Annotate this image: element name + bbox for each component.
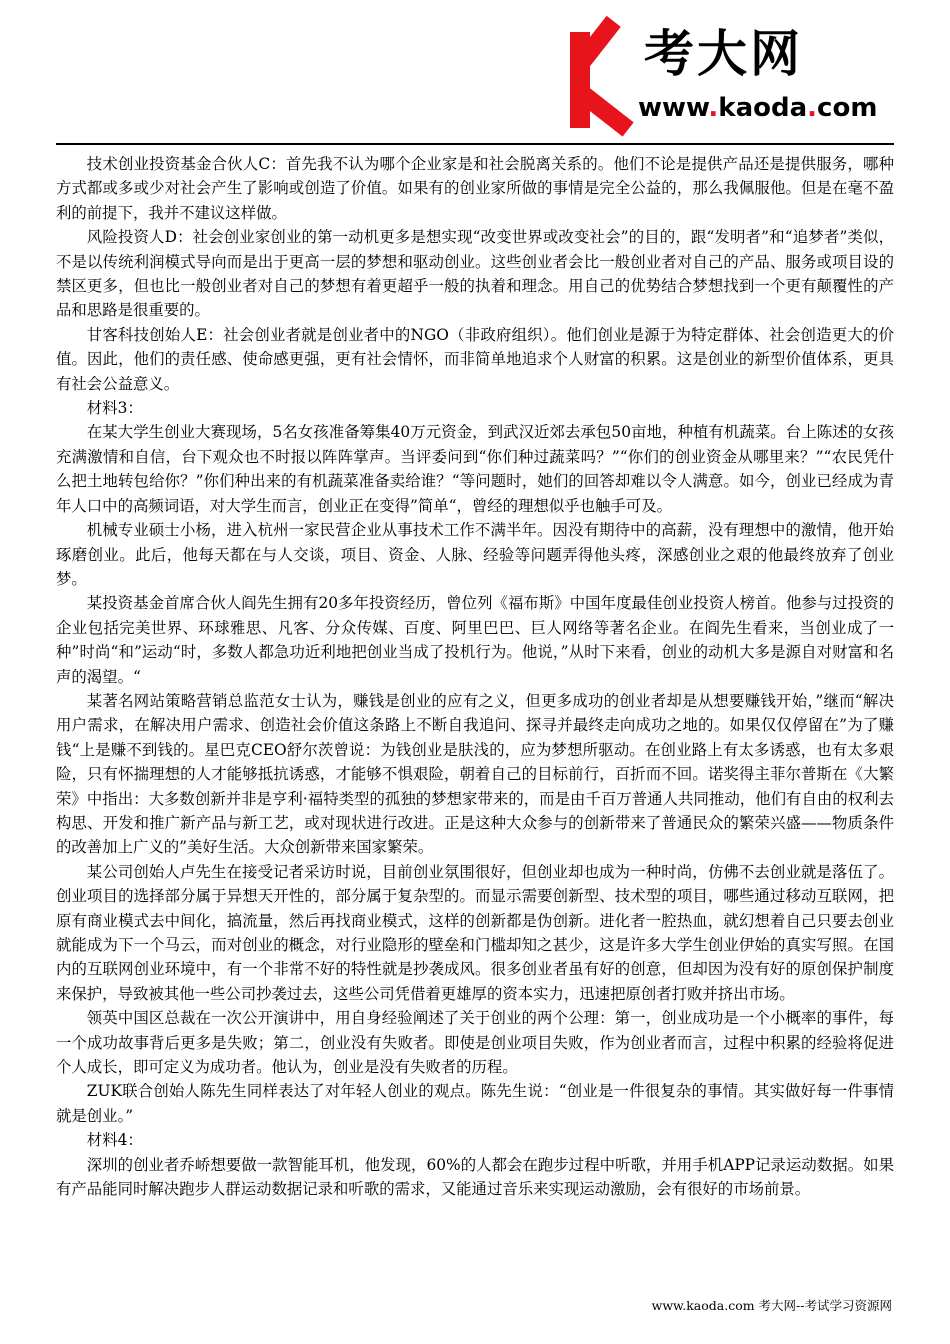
logo-url-name: kaoda [718, 93, 808, 123]
kaoda-logo[interactable] [568, 22, 908, 144]
logo-url-tld: com [817, 93, 878, 123]
logo-url-dot-icon: . [708, 93, 719, 123]
section-heading: 材料4： [86, 1131, 143, 1150]
footer-text[interactable]: www.kaoda.com 考大网--考试学习资源网 [651, 1298, 892, 1313]
header-divider [56, 143, 894, 145]
paragraph: 某公司创始人卢先生在接受记者采访时说，目前创业氛围很好，但创业却也成为一种时尚，仿佛不去创业就是落伍了。创业项目的选择部分属于异想天开性的，部分属于复杂型的。而显示需要创新型、技术型的项目，哪些通过移动互联网，把原有商业模式去中间化，搞流量，然后再找商业模式，这样的创新都是伪创新。进化者一腔热血，就幻想着自己只要去创业就能成为下一个马云，而对创业的概念，对行业隐形的壁垒和门槛却知之甚少，这是许多大学生创业伊始的真实写照。在国内的互联网创业环境中，有一个非常不好的特性就是抄袭成风。很多创业者虽有好的创意，但却因为没有好的原创保护制度来保护，导致被其他一些公司抄袭过去，这些公司凭借着更雄厚的资本实力，迅速把原创者打败并挤出市场。 [56, 862, 894, 1003]
paragraph: 深圳的创业者乔峤想要做一款智能耳机，他发现，60%的人都会在跑步过程中听歌，并用手机APP记录运动数据。如果有产品能同时解决跑步人群运动数据记录和听歌的需求，又能通过音乐来实现运动激励，会有很好的市场前景。 [56, 1155, 894, 1199]
paragraph: 风险投资人D：社会创业家创业的第一动机更多是想实现“改变世界或改变社会”的目的，跟“发明者”和“追梦者”类似，不是以传统利润模式导向而是出于更高一层的梦想和驱动创业。这些创业者会比一般创业者对自己的产品、服务或项目设的禁区更多，但也比一般创业者对自己的梦想有着更超乎一般的执着和理念。用自己的优势结合梦想找到一个更有颠覆性的产品和思路是很重要的。 [56, 228, 894, 320]
paragraph: 机械专业硕士小杨，进入杭州一家民营企业从事技术工作不满半年。因没有期待中的高薪，没有理想中的激情，他开始琢磨创业。此后，他每天都在与人交谈，项目、资金、人脉、经验等问题弄得他头疼，深感创业之艰的他最终放弃了创业梦。 [56, 521, 894, 588]
paragraph: ZUK联合创始人陈先生同样表达了对年轻人创业的观点。陈先生说：“创业是一件很复杂的事情。其实做好每一件事情就是创业。” [56, 1082, 894, 1125]
paragraph: 甘客科技创始人E：社会创业者就是创业者中的NGO（非政府组织）。他们创业是源于为特定群体、社会创造更大的价值。因此，他们的责任感、使命感更强，更有社会情怀，而非简单地追求个人财富的积累。这是创业的新型价值体系，更具有社会公益意义。 [56, 325, 894, 393]
logo-url-prefix: www [638, 93, 709, 123]
k-logo-icon [568, 32, 628, 128]
logo-url-dot-icon: . [807, 93, 818, 123]
paragraph: 技术创业投资基金合伙人C：首先我不认为哪个企业家是和社会脱离关系的。他们不论是提供产品还是提供服务，哪种方式都或多或少对社会产生了影响或创造了价值。如果有的创业家所做的事情是完全公益的，那么我佩服他。但是在毫不盈利的前提下，我并不建议这样做。 [56, 155, 894, 222]
paragraph: 某著名网站策略营销总监范女士认为，赚钱是创业的应有之义，但更多成功的创业者却是从想要赚钱开始，”继而“解决用户需求，在解决用户需求、创造社会价值这条路上不断自我追问、探寻并最终走向成功之地的。如果仅仅停留在”为了赚钱“上是赚不到钱的。星巴克CEO舒尔茨曾说：为钱创业是肤浅的，应为梦想所驱动。在创业路上有太多诱惑，也有太多艰险，只有怀揣理想的人才能够抵抗诱惑，才能够不惧艰险，朝着自己的目标前行，百折而不回。诺奖得主菲尔普斯在《大繁荣》中指出：大多数创新并非是亨利·福特类型的孤独的梦想家带来的，而是由千百万普通人共同推动，他们有自由的权利去构思、开发和推广新产品与新工艺，或对现状进行改进。正是这种大众参与的创新带来了普通民众的繁荣兴盛——物质条件的改善加上广义的”美好生活。大众创新带来国家繁荣。 [56, 691, 894, 857]
document-body [56, 152, 894, 1201]
paragraph: 在某大学生创业大赛现场，5名女孩准备筹集40万元资金，到武汉近郊去承包50亩地，种植有机蔬菜。台上陈述的女孩充满激情和自信，台下观众也不时报以阵阵掌声。当评委问到“你们种过蔬菜吗？”“你们的创业资金从哪里来？”“农民凭什么把土地转包给你？”你们种出来的有机蔬菜准备卖给谁？“等问题时，她们的回答却难以令人满意。如今，创业已经成为青年人口中的高频词语，对大学生而言，创业正在变得”简单“，曾经的理想似乎也触手可及。 [56, 423, 894, 515]
section-heading: 材料3： [86, 399, 143, 418]
paragraph: 领英中国区总裁在一次公开演讲中，用自身经验阐述了关于创业的两个公理：第一，创业成功是一个小概率的事件，每一个成功故事背后更多是失败；第二，创业没有失败者。即使是创业项目失败，作为创业者而言，过程中积累的经验将促进个人成长，即可定义为成功者。他认为，创业是没有失败者的历程。 [56, 1009, 894, 1077]
paragraph: 某投资基金首席合伙人阎先生拥有20多年投资经历，曾位列《福布斯》中国年度最佳创业投资人榜首。他参与过投资的企业包括完美世界、环球雅思、凡客、分众传媒、百度、阿里巴巴、巨人网络等著名企业。在阎先生看来，当创业成了一种”时尚“和”运动“时，多数人都急功近利地把创业当成了投机行为。他说，”从时下来看，创业的动机大多是源自对财富和名声的渴望。“ [56, 594, 894, 686]
logo-url[interactable] [638, 90, 877, 126]
logo-title: 考大网 [644, 25, 803, 83]
